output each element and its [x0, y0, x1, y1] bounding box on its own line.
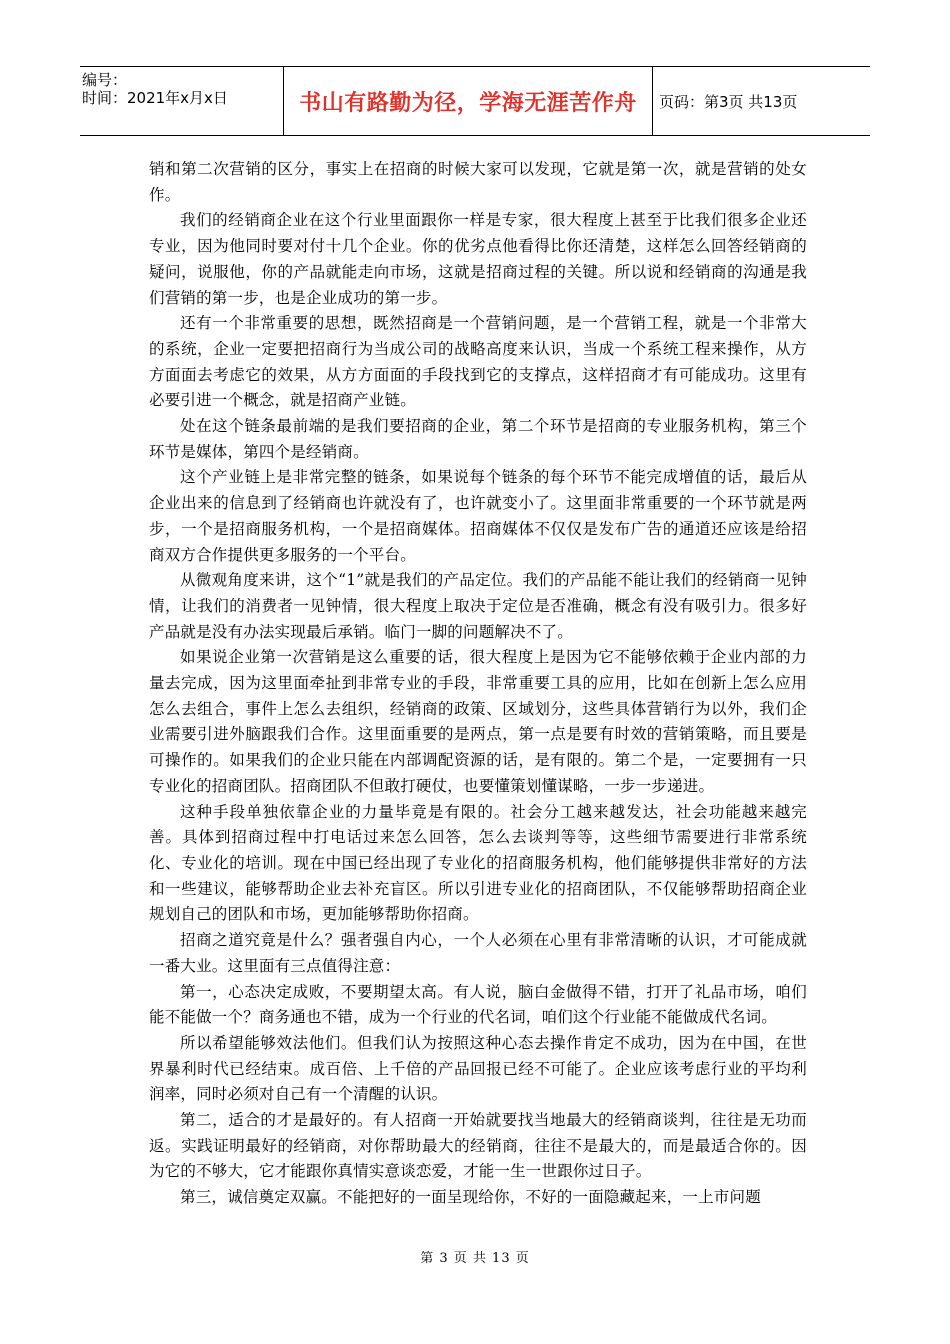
page-header — [80, 66, 870, 136]
document-number-label: 编号： — [82, 71, 128, 89]
header-page-code-cell — [653, 67, 870, 135]
document-body — [149, 157, 807, 1211]
page-footer: 第 3 页 共 13 页 — [420, 1251, 530, 1266]
paragraph: 如果说企业第一次营销是这么重要的话，很大程度上是因为它不能够依赖于企业内部的力量去完成，因为这里面牵扯到非常专业的手段，非常重要工具的应用，比如在创新上怎么应用怎么去组合，事件上怎么去组织，经销商的政策、区域划分，这些具体营销行为以外，我们企业需要引进外脑跟我们合作。这里面重要的是两点，第一点是要有时效的营销策略，而且要是可操作的。如果我们的企业只能在内部调配资源的话，是有限的。第二个是，一定要拥有一只专业化的招商团队。招商团队不但敢打硬仗，也要懂策划懂谋略，一步一步递进。 — [149, 648, 807, 795]
header-motto-cell — [283, 67, 653, 135]
paragraph: 第二，适合的才是最好的。有人招商一开始就要找当地最大的经销商谈判，往往是无功而返。实践证明最好的经销商，对你帮助最大的经销商，往往不是最大的，而是最适合你的。因为它的不够大，它才能跟你真情实意谈恋爱，才能一生一世跟你过日子。 — [149, 1111, 807, 1181]
paragraph: 销和第二次营销的区分，事实上在招商的时候大家可以发现，它就是第一次，就是营销的处女作。 — [149, 160, 807, 204]
paragraph: 所以希望能够效法他们。但我们认为按照这种心态去操作肯定不成功，因为在中国，在世界暴利时代已经结束。成百倍、上千倍的产品回报已经不可能了。企业应该考虑行业的平均利润率，同时必须对自己有一个清醒的认识。 — [149, 1033, 807, 1104]
paragraph: 这个产业链上是非常完整的链条，如果说每个链条的每个环节不能完成增值的话，最后从企业出来的信息到了经销商也许就没有了，也许就变小了。这里面非常重要的一个环节就是两步，一个是招商服务机构，一个是招商媒体。招商媒体不仅仅是发布广告的通道还应该是给招商双方合作提供更多服务的一个平台。 — [149, 468, 807, 564]
header-info — [80, 67, 283, 135]
paragraph: 我们的经销商企业在这个行业里面跟你一样是专家，很大程度上甚至于比我们很多企业还专业，因为他同时要对付十几个企业。你的优劣点他看得比你还清楚，这样怎么回答经销商的疑问，说服他，你的产品就能走向市场，这就是招商过程的关键。所以说和经销商的沟通是我们营销的第一步，也是企业成功的第一步。 — [149, 211, 807, 307]
paragraph: 处在这个链条最前端的是我们要招商的企业，第二个环节是招商的专业服务机构，第三个环节是媒体，第四个是经销商。 — [149, 417, 807, 461]
paragraph: 这种手段单独依靠企业的力量毕竟是有限的。社会分工越来越发达，社会功能越来越完善。具体到招商过程中打电话过来怎么回答，怎么去谈判等等，这些细节需要进行非常系统化、专业化的培训。现在中国已经出现了专业化的招商服务机构，他们能够提供非常好的方法和一些建议，能够帮助企业去补充盲区。所以引进专业化的招商团队，不仅能够帮助招商企业规划自己的团队和市场，更加能够帮助你招商。 — [149, 802, 807, 924]
document-date: 时间：2021年x月x日 — [82, 89, 228, 107]
paragraph: 招商之道究竟是什么？强者强自内心，一个人必须在心里有非常清晰的认识，才可能成就一番大业。这里面有三点值得注意： — [149, 931, 807, 975]
paragraph: 还有一个非常重要的思想，既然招商是一个营销问题，是一个营销工程，就是一个非常大的系统，企业一定要把招商行为当成公司的战略高度来认识，当成一个系统工程来操作，从方方面面去考虑它的效果，从方方面面的手段找到它的支撑点，这样招商才有可能成功。这里有必要引进一个概念，就是招商产业链。 — [149, 314, 807, 410]
header-motto: 书山有路勤为径，学海无涯苦作舟 — [299, 90, 637, 116]
paragraph: 从微观角度来讲，这个“1”就是我们的产品定位。我们的产品能不能让我们的经销商一见钟情，让我们的消费者一见钟情，很大程度上取决于定位是否准确，概念有没有吸引力。很多好产品就是没有办法实现最后承销。临门一脚的问题解决不了。 — [149, 571, 807, 641]
paragraph: 第一，心态决定成败，不要期望太高。有人说，脑白金做得不错，打开了礼品市场，咱们能不能做一个？商务通也不错，成为一个行业的代名词，咱们这个行业能不能做成代名词。 — [149, 982, 807, 1027]
paragraph: 第三，诚信奠定双赢。不能把好的一面呈现给你，不好的一面隐藏起来，一上市问题 — [180, 1188, 761, 1207]
header-page-code: 页码：第3页 共13页 — [659, 92, 798, 111]
